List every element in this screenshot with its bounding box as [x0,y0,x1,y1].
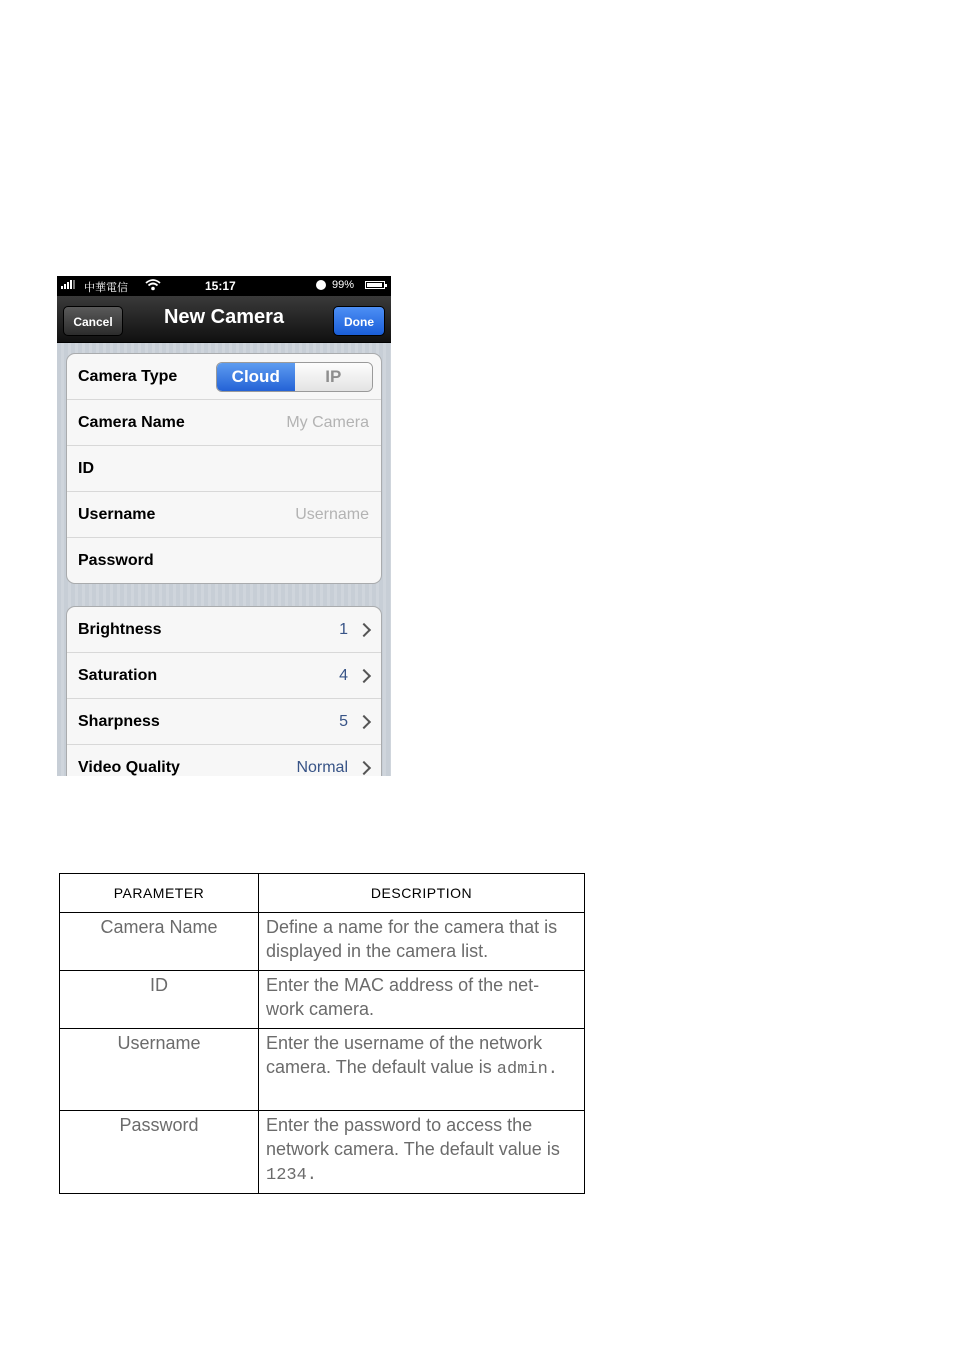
brightness-row[interactable] [67,607,381,653]
carrier-name: 中華電信 [84,282,128,294]
description-text: Enter the password to access the network camera. The default value is [266,1115,560,1159]
brightness-value: 1 [339,621,348,638]
param-cell: Camera Name [60,913,259,971]
description-text: Enter the username of the network camera. The default value is [266,1033,543,1077]
sharpness-value: 5 [339,713,348,730]
description-cell [259,1029,585,1111]
username-field[interactable] [67,492,381,538]
parameter-table [59,873,585,1194]
camera-type-segmented-control[interactable] [216,362,373,392]
default-value: admin. [496,1060,559,1079]
description-text: Define a name for the camera that is displayed in the camera list. [266,917,558,961]
chevron-right-icon [357,623,371,637]
segment-cloud[interactable]: Cloud [217,363,295,391]
sharpness-label: Sharpness [78,713,160,730]
param-cell: Username [60,1029,259,1111]
navigation-bar [57,296,391,343]
description-cell [259,1111,585,1194]
battery-icon [365,281,385,289]
username-label: Username [78,506,156,523]
chevron-right-icon [357,715,371,729]
image-settings-group [66,606,382,776]
chevron-right-icon [357,761,371,775]
camera-type-row [67,354,381,400]
description-text: Enter the MAC address of the net-work camera. [266,975,540,1019]
camera-name-input[interactable]: My Camera [286,414,369,431]
camera-name-label: Camera Name [78,414,185,431]
header-description: DESCRIPTION [259,874,585,913]
rotation-lock-icon [316,280,326,290]
wifi-icon [145,278,161,294]
signal-icon [61,279,75,289]
cancel-button[interactable]: Cancel [63,306,123,336]
param-cell: ID [60,971,259,1029]
saturation-label: Saturation [78,667,158,684]
camera-name-field[interactable] [67,400,381,446]
default-value: 1234. [266,1166,318,1185]
saturation-value: 4 [339,667,348,684]
param-cell: Password [60,1111,259,1194]
description-cell [259,971,585,1029]
camera-info-group [66,353,382,584]
table-header-row [60,874,585,913]
page-title: New Camera [163,306,285,328]
saturation-row[interactable] [67,653,381,699]
table-row [60,1029,585,1111]
table-row [60,913,585,971]
username-input[interactable]: Username [295,506,369,523]
brightness-label: Brightness [78,621,162,638]
battery-percent: 99% [332,279,355,291]
chevron-right-icon [357,669,371,683]
phone-screenshot [57,276,391,776]
video-quality-value: Normal [296,759,348,776]
camera-type-label: Camera Type [78,368,178,385]
table-row [60,1111,585,1194]
table-row [60,971,585,1029]
video-quality-label: Video Quality [78,759,180,776]
status-bar [57,276,391,296]
password-field[interactable] [67,538,381,583]
sharpness-row[interactable] [67,699,381,745]
description-cell [259,913,585,971]
id-label: ID [78,460,94,477]
clock: 15:17 [205,279,236,293]
id-field[interactable] [67,446,381,492]
header-parameter: PARAMETER [60,874,259,913]
done-button[interactable]: Done [333,306,385,336]
segment-ip[interactable]: IP [295,363,373,391]
video-quality-row[interactable] [67,745,381,776]
password-label: Password [78,552,154,569]
